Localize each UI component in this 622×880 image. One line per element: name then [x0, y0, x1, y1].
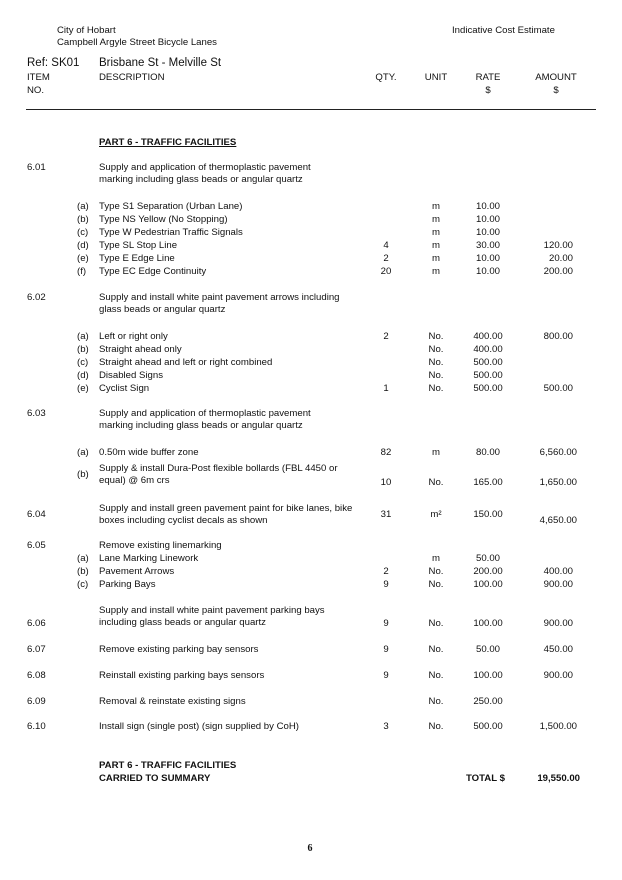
col-rate-currency: $ [485, 85, 491, 96]
qty: 31 [380, 509, 392, 520]
item-description: Parking Bays [99, 579, 156, 590]
unit: m [432, 553, 440, 564]
item-no: 6.08 [27, 670, 46, 681]
amount: 120.00 [543, 240, 573, 251]
item-no: 6.05 [27, 540, 46, 551]
summary-carried: CARRIED TO SUMMARY [99, 773, 211, 784]
rate: 500.00 [473, 357, 503, 368]
sub-item: (c) [77, 227, 89, 238]
unit: m [432, 253, 440, 264]
rate: 100.00 [473, 618, 503, 629]
item-description: Type EC Edge Continuity [99, 266, 207, 277]
unit: No. [428, 721, 444, 732]
rate: 400.00 [473, 344, 503, 355]
qty: 10 [380, 477, 392, 488]
rate: 10.00 [475, 253, 500, 264]
qty: 2 [383, 253, 389, 264]
unit: No. [428, 357, 444, 368]
sub-item: (a) [77, 331, 89, 342]
qty: 9 [383, 670, 389, 681]
amount: 6,560.00 [539, 447, 577, 458]
item-no: 6.03 [27, 408, 46, 419]
item-description: Supply and install white paint pavement parking bays including glass beads or angular quartz [99, 605, 325, 628]
item-description: Supply and application of thermoplastic pavement marking including glass beads or angular quartz [99, 162, 311, 185]
col-item-no: NO. [27, 85, 45, 96]
sub-item: (d) [77, 370, 89, 381]
item-no: 6.07 [27, 644, 46, 655]
total-value: 19,550.00 [537, 773, 580, 784]
col-amount-currency: $ [553, 85, 559, 96]
unit: No. [428, 344, 444, 355]
item-description: Type E Edge Line [99, 253, 175, 264]
sub-item: (a) [77, 553, 89, 564]
unit: No. [428, 644, 444, 655]
amount: 1,500.00 [539, 721, 577, 732]
rate: 10.00 [475, 201, 500, 212]
document-type: Indicative Cost Estimate [452, 25, 555, 36]
rate: 30.00 [475, 240, 500, 251]
amount: 400.00 [543, 566, 573, 577]
unit: m [432, 266, 440, 277]
reference: Ref: SK01 [27, 57, 80, 69]
sub-item: (b) [77, 566, 89, 577]
amount: 20.00 [548, 253, 573, 264]
item-description: Pavement Arrows [99, 566, 175, 577]
item-description: Remove existing parking bay sensors [99, 644, 259, 655]
unit: No. [428, 477, 444, 488]
qty: 3 [383, 721, 389, 732]
item-description: Disabled Signs [99, 370, 163, 381]
sub-item: (b) [77, 214, 89, 225]
sub-item: (c) [77, 579, 89, 590]
qty: 82 [380, 447, 392, 458]
rate: 500.00 [473, 383, 503, 394]
item-description: Type NS Yellow (No Stopping) [99, 214, 228, 225]
sub-item: (a) [77, 447, 89, 458]
rate: 400.00 [473, 331, 503, 342]
item-no: 6.01 [27, 162, 46, 173]
item-description: Straight ahead only [99, 344, 182, 355]
page-number: 6 [307, 843, 313, 854]
sub-item: (d) [77, 240, 89, 251]
rate: 50.00 [475, 644, 500, 655]
unit: No. [428, 566, 444, 577]
item-no: 6.06 [27, 618, 46, 629]
rate: 200.00 [473, 566, 503, 577]
unit: No. [428, 579, 444, 590]
amount: 200.00 [543, 266, 573, 277]
summary-title: PART 6 - TRAFFIC FACILITIES [99, 760, 237, 771]
qty: 9 [383, 644, 389, 655]
item-description: Lane Marking Linework [99, 553, 199, 564]
qty: 9 [383, 579, 389, 590]
col-description: DESCRIPTION [99, 72, 165, 83]
qty: 2 [383, 566, 389, 577]
unit: No. [428, 383, 444, 394]
item-description: Type S1 Separation (Urban Lane) [99, 201, 243, 212]
sub-item: (e) [77, 383, 89, 394]
rate: 165.00 [473, 477, 503, 488]
unit: No. [428, 696, 444, 707]
amount: 1,650.00 [539, 477, 577, 488]
rate: 50.00 [475, 553, 500, 564]
col-rate: RATE [475, 72, 501, 83]
item-no: 6.02 [27, 292, 46, 303]
item-description: Type W Pedestrian Traffic Signals [99, 227, 243, 238]
unit: m [432, 214, 440, 225]
item-description: Remove existing linemarking [99, 540, 222, 551]
item-description: Reinstall existing parking bays sensors [99, 670, 265, 681]
sub-item: (e) [77, 253, 89, 264]
amount: 4,650.00 [539, 515, 577, 526]
rate: 250.00 [473, 696, 503, 707]
sub-item: (c) [77, 357, 89, 368]
unit: m [432, 201, 440, 212]
unit: No. [428, 670, 444, 681]
qty: 20 [380, 266, 392, 277]
total-label: TOTAL $ [466, 773, 505, 784]
item-description: Supply and application of thermoplastic pavement marking including glass beads or angular quartz [99, 408, 311, 431]
col-item: ITEM [27, 72, 50, 83]
amount: 500.00 [543, 383, 573, 394]
unit: m [432, 240, 440, 251]
item-description: Install sign (single post) (sign supplied by CoH) [99, 721, 299, 732]
item-description: Removal & reinstate existing signs [99, 696, 246, 707]
rate: 500.00 [473, 370, 503, 381]
rate: 100.00 [473, 670, 503, 681]
col-qty: QTY. [375, 72, 397, 83]
item-description: Straight ahead and left or right combined [99, 357, 273, 368]
item-no: 6.10 [27, 721, 46, 732]
sub-item: (b) [77, 469, 89, 480]
sub-item: (b) [77, 344, 89, 355]
qty: 4 [383, 240, 389, 251]
unit: m² [430, 509, 442, 520]
amount: 900.00 [543, 579, 573, 590]
rate: 10.00 [475, 266, 500, 277]
unit: No. [428, 370, 444, 381]
qty: 1 [383, 383, 389, 394]
rate: 10.00 [475, 227, 500, 238]
unit: No. [428, 331, 444, 342]
item-description: Left or right only [99, 331, 168, 342]
project-name: Campbell Argyle Street Bicycle Lanes [57, 37, 217, 48]
org-name: City of Hobart [57, 25, 116, 36]
rate: 100.00 [473, 579, 503, 590]
item-description: 0.50m wide buffer zone [99, 447, 199, 458]
rate: 150.00 [473, 509, 503, 520]
rate: 80.00 [475, 447, 500, 458]
amount: 900.00 [543, 618, 573, 629]
item-description: Supply & install Dura-Post flexible bollards (FBL 4450 or equal) @ 6m crs [99, 463, 338, 486]
item-no: 6.04 [27, 509, 46, 520]
qty: 2 [383, 331, 389, 342]
item-description: Supply and install white paint pavement arrows including glass beads or angular quartz [99, 292, 340, 315]
unit: m [432, 227, 440, 238]
item-description: Supply and install green pavement paint for bike lanes, bike boxes including cyclist decals as shown [99, 503, 353, 526]
col-amount: AMOUNT [535, 72, 577, 83]
rate: 500.00 [473, 721, 503, 732]
header-rule [26, 109, 596, 110]
qty: 9 [383, 618, 389, 629]
rate: 10.00 [475, 214, 500, 225]
sub-item: (f) [77, 266, 87, 277]
unit: No. [428, 618, 444, 629]
item-description: Type SL Stop Line [99, 240, 178, 251]
amount: 450.00 [543, 644, 573, 655]
amount: 900.00 [543, 670, 573, 681]
item-description: Cyclist Sign [99, 383, 150, 394]
col-unit: UNIT [424, 72, 448, 83]
location: Brisbane St - Melville St [99, 57, 222, 69]
sub-item: (a) [77, 201, 89, 212]
unit: m [432, 447, 440, 458]
item-no: 6.09 [27, 696, 46, 707]
amount: 800.00 [543, 331, 573, 342]
part-title: PART 6 - TRAFFIC FACILITIES [99, 137, 237, 148]
